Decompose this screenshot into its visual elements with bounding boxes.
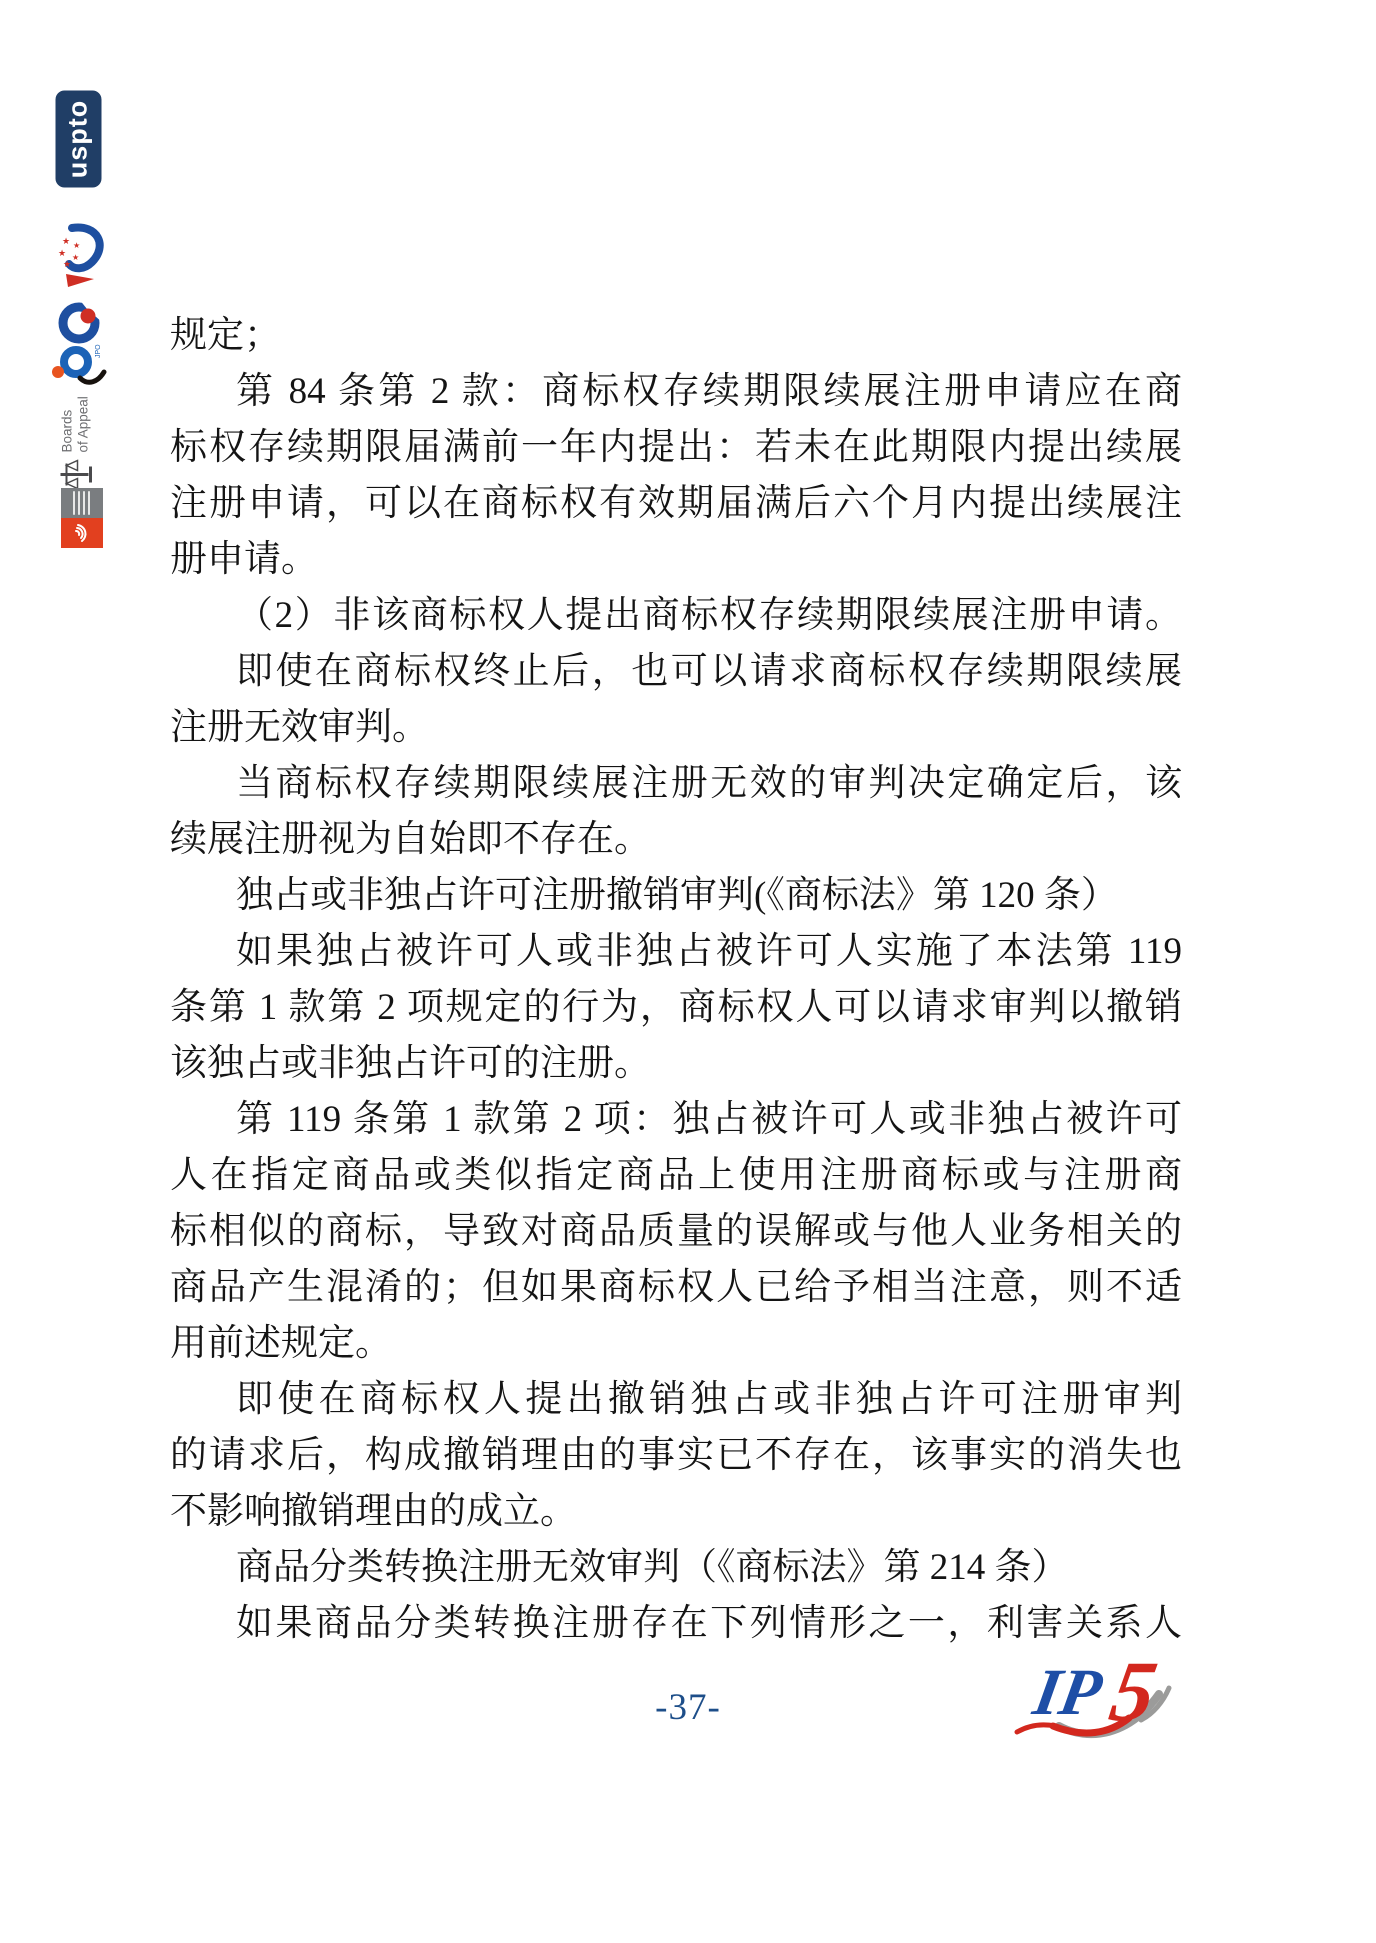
uspto-wordmark: uspto (55, 90, 101, 187)
text-line: 规定； (170, 315, 281, 356)
text-line: 即使在商标权人提出撤销独占或非独占许可注册审判 (236, 1379, 1182, 1420)
jpo-emblem-icon (50, 344, 110, 390)
cnipa-emblem-icon (56, 218, 108, 294)
svg-text:★: ★ (72, 253, 80, 262)
text-line: 第 119 条第 1 款第 2 项：独占被许可人或非独占被许可 (236, 1099, 1182, 1140)
text-line: 注册申请，可以在商标权有效期届满后六个月内提出续展注 (170, 483, 1182, 524)
text-line: 标相似的商标，导致对商品质量的误解或与他人业务相关的 (170, 1211, 1182, 1252)
text-line: （2）非该商标权人提出商标权存续期限续展注册申请。 (236, 595, 1182, 636)
text-line: 即使在商标权终止后，也可以请求商标权存续期限续展 (236, 651, 1182, 692)
svg-text:★: ★ (73, 241, 81, 250)
text-line: 该独占或非独占许可的注册。 (170, 1043, 651, 1084)
text-line: 商品产生混淆的；但如果商标权人已给予相当注意，则不适 (170, 1267, 1182, 1308)
text-line: 册申请。 (170, 539, 318, 580)
kipo-logo (57, 297, 103, 349)
epo-office-names (61, 488, 103, 518)
ip-office-logo-rail (0, 0, 130, 700)
epo-boards-of-appeal-logo (44, 392, 106, 489)
text-line: 续展注册视为自始即不存在。 (170, 819, 651, 860)
ip5-ip-letters: IP (1028, 1656, 1108, 1729)
ip5-logo-icon (1013, 1636, 1189, 1748)
text-line: 如果商品分类转换注册存在下列情形之一，利害关系人 (236, 1603, 1182, 1644)
text-line: 第 84 条第 2 款：商标权存续期限续展注册申请应在商 (236, 371, 1182, 412)
scales-of-justice-icon (57, 459, 93, 489)
epo-fingerprint-box (61, 518, 103, 548)
text-column (170, 308, 1182, 1652)
text-line: 人在指定商品或类似指定商品上使用注册商标或与注册商 (170, 1155, 1182, 1196)
text-line: 如果独占被许可人或非独占被许可人实施了本法第 119 (236, 931, 1182, 972)
boards-of-appeal-lockup (46, 392, 104, 489)
text-line: 不影响撤销理由的成立。 (170, 1491, 577, 1532)
text-line: 独占或非独占许可注册撤销审判(《商标法》第 120 条） (236, 875, 1118, 916)
boards-of-appeal-text: Boards of Appeal (59, 395, 90, 452)
cnipa-logo (56, 218, 108, 294)
uspto-logo (55, 90, 101, 187)
text-line: 当商标权存续期限续展注册无效的审判决定确定后，该 (236, 763, 1182, 804)
text-line: 用前述规定。 (170, 1323, 392, 1364)
ip5-logo (1013, 1636, 1189, 1748)
page-number: -37- (655, 1687, 721, 1728)
svg-text:★: ★ (62, 236, 71, 246)
text-line: 标权存续期限届满前一年内提出：若未在此期限内提出续展 (170, 427, 1182, 468)
svg-text:★: ★ (63, 259, 72, 269)
text-line: 注册无效审判。 (170, 707, 429, 748)
text-line: 商品分类转换注册无效审判（《商标法》第 214 条） (236, 1547, 1069, 1588)
jpo-logo (50, 344, 110, 390)
epo-lockup (61, 488, 103, 548)
jpo-wordmark: JPO (95, 344, 102, 358)
epo-logo (60, 487, 104, 549)
kipo-taegeuk-icon (57, 297, 103, 349)
epo-fingerprint-icon (70, 521, 94, 545)
text-line: 条第 1 款第 2 项规定的行为，商标权人可以请求审判以撤销 (170, 987, 1182, 1028)
svg-text:★: ★ (58, 248, 67, 258)
ip5-five-digit: 5 (1103, 1643, 1164, 1739)
text-line: 的请求后，构成撤销理由的事实已不存在，该事实的消失也 (170, 1435, 1182, 1476)
